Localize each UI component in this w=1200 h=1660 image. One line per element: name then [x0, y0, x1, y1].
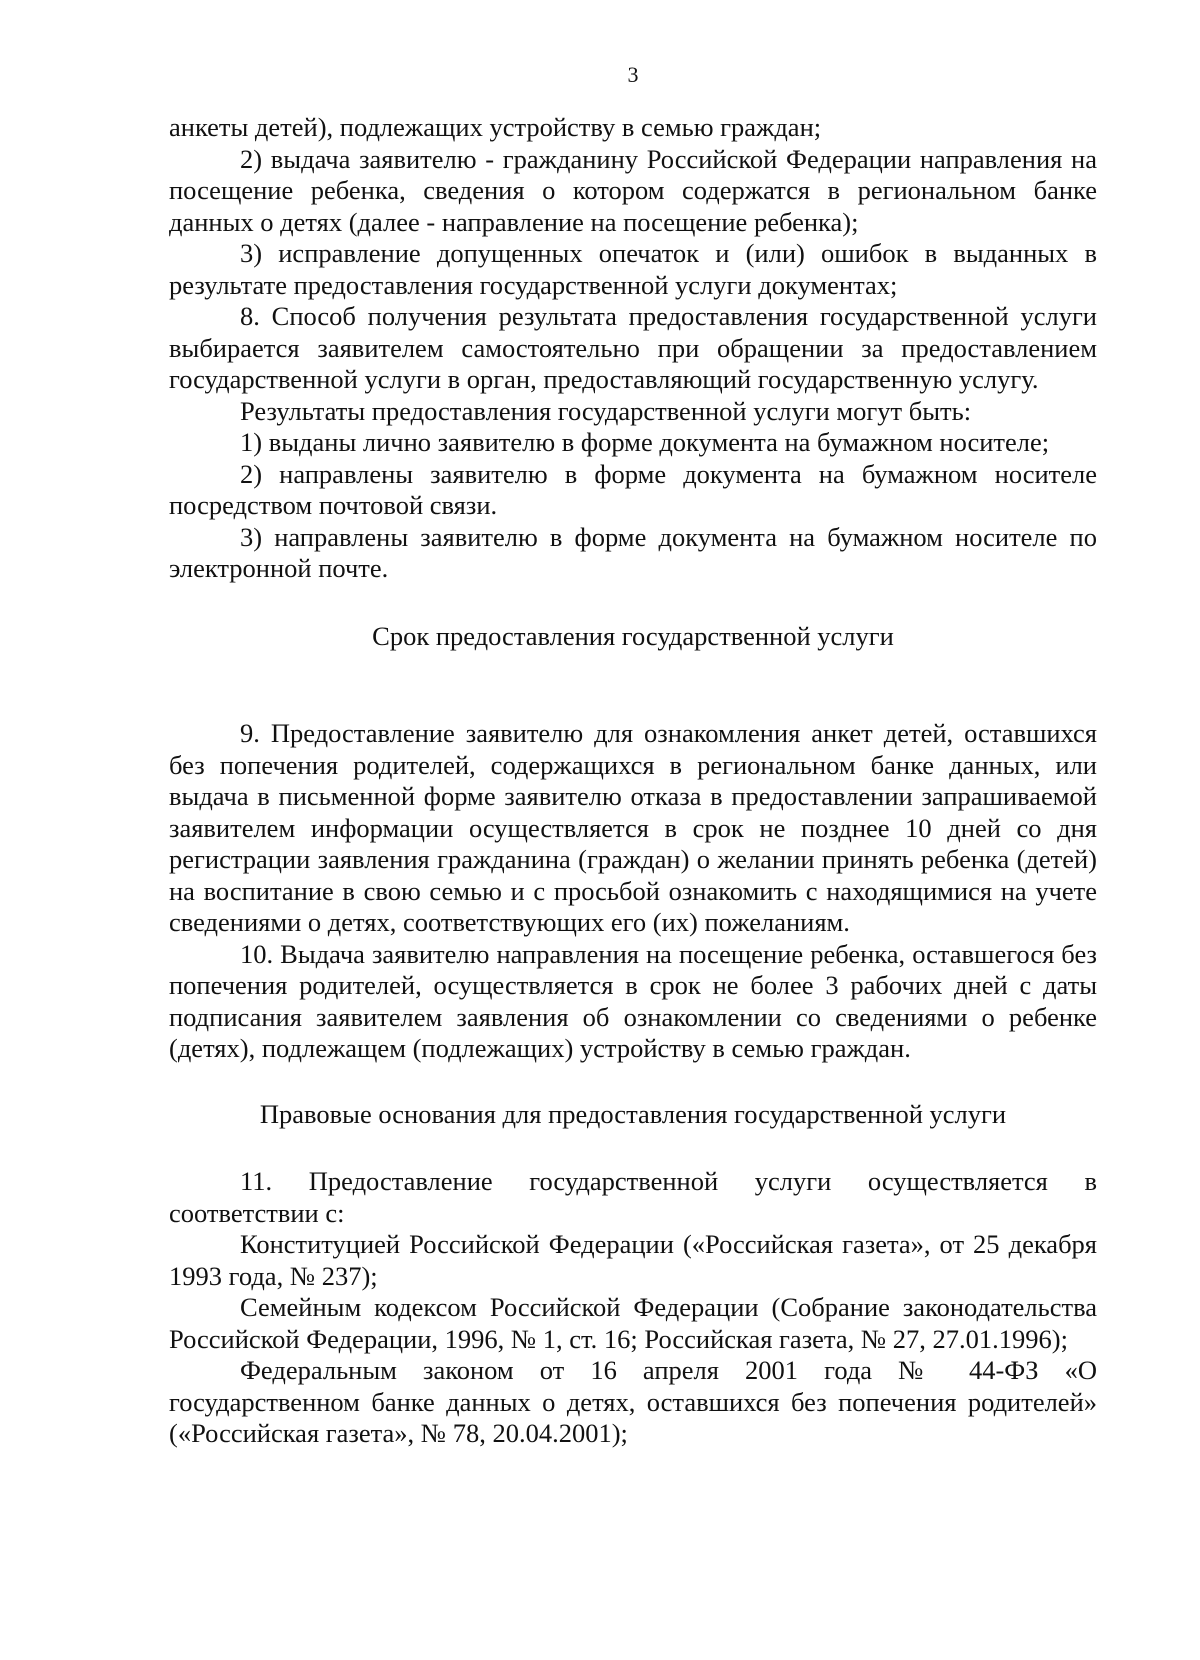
section-results	[169, 112, 1097, 585]
paragraph: Конституцией Российской Федерации («Российская газета», от 25 декабря 1993 года, № 237);	[169, 1229, 1097, 1291]
paragraph: 8. Способ получения результата предоставления государственной услуги выбирается заявителем самостоятельно при обращении за предоставлением государственной услуги в орган, предоставляющий государственную услугу.	[169, 301, 1097, 394]
paragraph: 10. Выдача заявителю направления на посещение ребенка, оставшегося без попечения родителей, осуществляется в срок не более 3 рабочих дней с даты подписания заявителем заявления об ознакомлении со сведениями о ребенке (детях), подлежащем (подлежащих) устройству в семью граждан.	[169, 938, 1097, 1063]
paragraph: Федеральным законом от 16 апреля 2001 года № 44-ФЗ «О государственном банке данных о детях, оставшихся без попечения родителей» («Российская газета», № 78, 20.04.2001);	[169, 1355, 1097, 1448]
paragraph: 9. Предоставление заявителю для ознакомления анкет детей, оставшихся без попечения родителей, содержащихся в региональном банке данных, или выдача в письменной форме заявителю отказа в предоставлении запрашиваемой заявителем информации осуществляется в срок не позднее 10 дней со дня регистрации заявления гражданина (граждан) о желании принять ребенка (детей) на воспитание в свою семью и с просьбой ознакомить с находящимися на учете сведениями о детях, соответствующих его (их) пожеланиям.	[169, 718, 1097, 937]
paragraph: 2) направлены заявителю в форме документа на бумажном носителе посредством почтовой связи.	[169, 458, 1097, 520]
paragraph: 2) выдача заявителю - гражданину Российской Федерации направления на посещение ребенка, сведения о котором содержатся в региональном банке данных о детях (далее - направление на посещение ребенка);	[169, 143, 1097, 237]
heading-legal-basis: Правовые основания для предоставления государственной услуги	[259, 1098, 1007, 1129]
paragraph: 3) направлены заявителю в форме документа на бумажном носителе по электронной почте.	[169, 521, 1097, 583]
paragraph: Результаты предоставления государственной услуги могут быть:	[240, 395, 972, 426]
paragraph: Семейным кодексом Российской Федерации (Собрание законодательства Российской Федерации, 1996, № 1, ст. 16; Российская газета, № 27, 27.01.1996);	[169, 1292, 1097, 1354]
page-number: 3	[627, 62, 639, 87]
heading-term: Срок предоставления государственной услуги	[372, 620, 894, 651]
paragraph: 3) исправление допущенных опечаток и (или) ошибок в выданных в результате предоставления государственной услуги документах;	[169, 238, 1097, 300]
document-body	[169, 112, 1097, 1450]
section-legal-basis	[169, 1166, 1097, 1450]
paragraph: 11. Предоставление государственной услуги осуществляется в соответствии с:	[169, 1166, 1097, 1228]
paragraph: 1) выданы лично заявителю в форме документа на бумажном носителе;	[240, 427, 1050, 457]
section-term	[169, 718, 1097, 1065]
paragraph: анкеты детей), подлежащих устройству в семью граждан;	[169, 112, 822, 142]
